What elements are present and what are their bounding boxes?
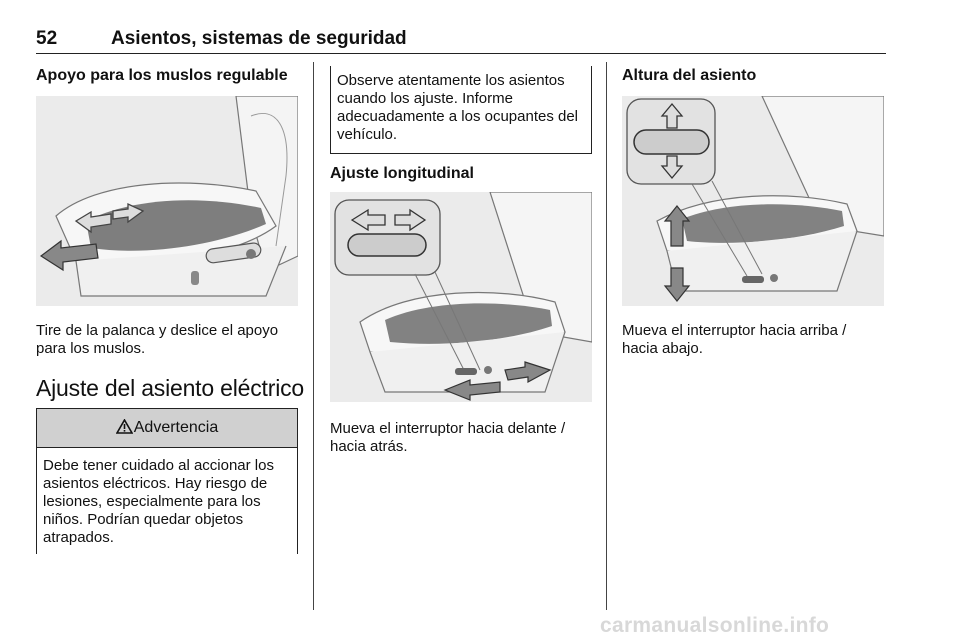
- heading-electric-seat: Ajuste del asiento eléctrico: [36, 375, 304, 401]
- warning-title: Advertencia: [133, 419, 219, 436]
- section-title: Asientos, sistemas de seguridad: [111, 28, 407, 49]
- warning-box: [36, 408, 298, 554]
- seat-height-illustration: [622, 96, 884, 306]
- heading-thigh-support: Apoyo para los muslos regulable: [36, 67, 288, 84]
- longitudinal-caption: Mueva el interruptor hacia delante / hacia atrás.: [330, 420, 566, 455]
- page-number: 52: [36, 28, 58, 49]
- warning-text: Debe tener cuidado al accionar los asientos eléctricos. Hay riesgo de lesiones, especialmente para los niños. Podrían quedar objetos atrapados.: [43, 457, 274, 546]
- note-box: Observe atentamente los asientos cuando los ajuste. Informe adecuadamente a los ocupantes del vehículo.: [330, 66, 592, 154]
- seat-height-caption: Mueva el interruptor hacia arriba / hacia abajo.: [622, 322, 847, 357]
- thigh-support-caption: Tire de la palanca y deslice el apoyo para los muslos.: [36, 322, 279, 357]
- longitudinal-adjust-illustration: [330, 192, 592, 402]
- warning-triangle-icon: [116, 419, 133, 434]
- warning-header: [37, 408, 297, 448]
- column-divider: [313, 62, 314, 610]
- watermark: carmanualsonline.info: [600, 614, 830, 637]
- page-header: [36, 28, 886, 54]
- column-divider: [606, 62, 607, 610]
- heading-longitudinal: Ajuste longitudinal: [330, 165, 474, 182]
- thigh-support-illustration: [36, 96, 298, 306]
- heading-seat-height: Altura del asiento: [622, 67, 757, 84]
- column-1: [36, 66, 298, 86]
